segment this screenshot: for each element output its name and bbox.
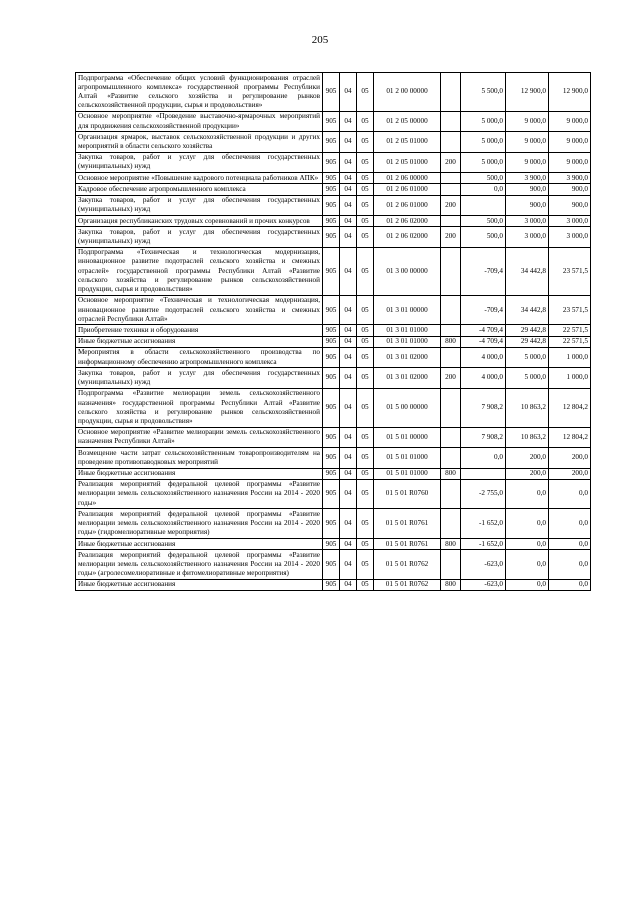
admin-code-cell: 905: [323, 216, 340, 227]
amount-year1-cell: 9 000,0: [506, 111, 549, 131]
table-row: [76, 173, 591, 184]
target-article-cell: 01 3 01 02000: [374, 368, 441, 388]
amount-year1-cell: 3 900,0: [506, 173, 549, 184]
row-name-cell: Иные бюджетные ассигнования: [76, 336, 323, 347]
amount-change-cell: -4 709,4: [461, 336, 506, 347]
table-row: [76, 73, 591, 112]
amount-change-cell: -2 755,0: [461, 479, 506, 509]
admin-code-cell: 905: [323, 550, 340, 580]
row-name-cell: Реализация мероприятий федеральной целевой программы «Развитие мелиорации земель сельскохозяйственного назначения России на 2014 - 2020 годы»: [76, 479, 323, 509]
row-name-cell: Возмещение части затрат сельскохозяйственным товаропроизводителям на проведение противопаводковых мероприятий: [76, 448, 323, 468]
amount-year1-cell: 29 442,8: [506, 336, 549, 347]
section-code-cell: 04: [340, 132, 357, 152]
section-code-cell: 04: [340, 347, 357, 367]
subsection-code-cell: 05: [357, 132, 374, 152]
table-row: [76, 295, 591, 325]
expense-type-cell: [441, 388, 461, 427]
target-article-cell: 01 2 06 01000: [374, 184, 441, 195]
row-name-cell: Кадровое обеспечение агропромышленного комплекса: [76, 184, 323, 195]
amount-year1-cell: 0,0: [506, 539, 549, 550]
table-row: [76, 448, 591, 468]
expense-type-cell: [441, 295, 461, 325]
target-article-cell: 01 5 01 01000: [374, 468, 441, 479]
amount-year2-cell: 12 804,2: [549, 388, 591, 427]
target-article-cell: 01 3 01 00000: [374, 295, 441, 325]
subsection-code-cell: 05: [357, 468, 374, 479]
table-row: [76, 509, 591, 539]
amount-year1-cell: 3 000,0: [506, 216, 549, 227]
row-name-cell: Закупка товаров, работ и услуг для обеспечения государственных (муниципальных) нужд: [76, 227, 323, 247]
amount-year2-cell: 1 000,0: [549, 347, 591, 367]
amount-year2-cell: 12 804,2: [549, 427, 591, 447]
admin-code-cell: 905: [323, 132, 340, 152]
admin-code-cell: 905: [323, 509, 340, 539]
target-article-cell: 01 2 06 01000: [374, 195, 441, 215]
row-name-cell: Закупка товаров, работ и услуг для обеспечения государственных (муниципальных) нужд: [76, 152, 323, 172]
table-row: [76, 184, 591, 195]
subsection-code-cell: 05: [357, 325, 374, 336]
subsection-code-cell: 05: [357, 227, 374, 247]
admin-code-cell: 905: [323, 227, 340, 247]
amount-year2-cell: 9 000,0: [549, 132, 591, 152]
admin-code-cell: 905: [323, 111, 340, 131]
amount-year1-cell: 0,0: [506, 509, 549, 539]
row-name-cell: Организация ярмарок, выставок сельскохозяйственной продукции и других мероприятий в области сельского хозяйства: [76, 132, 323, 152]
section-code-cell: 04: [340, 509, 357, 539]
amount-year1-cell: 34 442,8: [506, 247, 549, 295]
section-code-cell: 04: [340, 325, 357, 336]
amount-change-cell: 5 000,0: [461, 152, 506, 172]
amount-year2-cell: 900,0: [549, 195, 591, 215]
amount-year1-cell: 200,0: [506, 468, 549, 479]
amount-year2-cell: 9 000,0: [549, 152, 591, 172]
section-code-cell: 04: [340, 195, 357, 215]
table-row: [76, 152, 591, 172]
subsection-code-cell: 05: [357, 579, 374, 590]
amount-year2-cell: 0,0: [549, 539, 591, 550]
amount-change-cell: [461, 468, 506, 479]
table-row: [76, 216, 591, 227]
amount-change-cell: -709,4: [461, 295, 506, 325]
expense-type-cell: [441, 509, 461, 539]
target-article-cell: 01 2 06 02000: [374, 227, 441, 247]
expense-type-cell: [441, 73, 461, 112]
amount-year2-cell: 3 000,0: [549, 216, 591, 227]
subsection-code-cell: 05: [357, 336, 374, 347]
target-article-cell: 01 5 01 R0761: [374, 539, 441, 550]
amount-year1-cell: 0,0: [506, 479, 549, 509]
amount-change-cell: 0,0: [461, 184, 506, 195]
expense-type-cell: [441, 427, 461, 447]
admin-code-cell: 905: [323, 173, 340, 184]
amount-change-cell: -4 709,4: [461, 325, 506, 336]
row-name-cell: Мероприятия в области сельскохозяйственного производства по информационному обеспечению агропромышленного комплекса: [76, 347, 323, 367]
row-name-cell: Подпрограмма «Развитие мелиорации земель сельскохозяйственного назначения» государственной программы Республики Алтай «Развитие сельского хозяйства и регулирование рынков сельскохозяйственной продукции, сырья и продовольствия»: [76, 388, 323, 427]
table-row: [76, 479, 591, 509]
table-row: [76, 227, 591, 247]
amount-year2-cell: 23 571,5: [549, 295, 591, 325]
admin-code-cell: 905: [323, 184, 340, 195]
row-name-cell: Закупка товаров, работ и услуг для обеспечения государственных (муниципальных) нужд: [76, 195, 323, 215]
section-code-cell: 04: [340, 247, 357, 295]
admin-code-cell: 905: [323, 479, 340, 509]
row-name-cell: Основное мероприятие «Проведение выставочно-ярмарочных мероприятий для продвижения сельскохозяйственной продукции»: [76, 111, 323, 131]
amount-year1-cell: 5 000,0: [506, 368, 549, 388]
subsection-code-cell: 05: [357, 479, 374, 509]
amount-year2-cell: 0,0: [549, 509, 591, 539]
table-row: [76, 132, 591, 152]
expense-type-cell: 200: [441, 195, 461, 215]
amount-year2-cell: 200,0: [549, 468, 591, 479]
expense-type-cell: [441, 184, 461, 195]
expense-type-cell: 800: [441, 539, 461, 550]
amount-change-cell: 4 000,0: [461, 347, 506, 367]
admin-code-cell: 905: [323, 73, 340, 112]
budget-table: [75, 72, 591, 591]
target-article-cell: 01 5 01 00000: [374, 427, 441, 447]
section-code-cell: 04: [340, 111, 357, 131]
row-name-cell: Основное мероприятие «Развитие мелиорации земель сельскохозяйственного назначения Республики Алтай»: [76, 427, 323, 447]
amount-change-cell: -623,0: [461, 550, 506, 580]
admin-code-cell: 905: [323, 195, 340, 215]
amount-change-cell: 500,0: [461, 173, 506, 184]
table-row: [76, 247, 591, 295]
row-name-cell: Реализация мероприятий федеральной целевой программы «Развитие мелиорации земель сельскохозяйственного назначения России на 2014 - 2020 годы» (агролесомелиоративные и фитомелиоративные мероприятия): [76, 550, 323, 580]
expense-type-cell: [441, 132, 461, 152]
amount-change-cell: 5 500,0: [461, 73, 506, 112]
target-article-cell: 01 5 01 R0760: [374, 479, 441, 509]
subsection-code-cell: 05: [357, 448, 374, 468]
subsection-code-cell: 05: [357, 73, 374, 112]
section-code-cell: 04: [340, 448, 357, 468]
admin-code-cell: 905: [323, 247, 340, 295]
subsection-code-cell: 05: [357, 152, 374, 172]
amount-year1-cell: 3 000,0: [506, 227, 549, 247]
target-article-cell: 01 2 05 00000: [374, 111, 441, 131]
admin-code-cell: 905: [323, 347, 340, 367]
table-row: [76, 325, 591, 336]
target-article-cell: 01 3 00 00000: [374, 247, 441, 295]
admin-code-cell: 905: [323, 295, 340, 325]
row-name-cell: Организация республиканских трудовых соревнований и прочих конкурсов: [76, 216, 323, 227]
table-row: [76, 347, 591, 367]
subsection-code-cell: 05: [357, 539, 374, 550]
page-number: 205: [311, 34, 329, 46]
expense-type-cell: 200: [441, 368, 461, 388]
amount-year2-cell: 3 000,0: [549, 227, 591, 247]
target-article-cell: 01 3 01 01000: [374, 336, 441, 347]
subsection-code-cell: 05: [357, 173, 374, 184]
amount-year1-cell: 9 000,0: [506, 132, 549, 152]
row-name-cell: Приобретение техники и оборудования: [76, 325, 323, 336]
subsection-code-cell: 05: [357, 550, 374, 580]
expense-type-cell: [441, 216, 461, 227]
admin-code-cell: 905: [323, 325, 340, 336]
section-code-cell: 04: [340, 173, 357, 184]
subsection-code-cell: 05: [357, 509, 374, 539]
subsection-code-cell: 05: [357, 295, 374, 325]
amount-year1-cell: 0,0: [506, 550, 549, 580]
amount-year2-cell: 0,0: [549, 479, 591, 509]
admin-code-cell: 905: [323, 579, 340, 590]
section-code-cell: 04: [340, 227, 357, 247]
amount-year2-cell: 22 571,5: [549, 336, 591, 347]
table-row: [76, 111, 591, 131]
table-row: [76, 468, 591, 479]
expense-type-cell: 800: [441, 336, 461, 347]
row-name-cell: Реализация мероприятий федеральной целевой программы «Развитие мелиорации земель сельскохозяйственного назначения России на 2014 - 2020 годы» (гидромелиоративные мероприятия): [76, 509, 323, 539]
table-row: [76, 368, 591, 388]
section-code-cell: 04: [340, 336, 357, 347]
admin-code-cell: 905: [323, 539, 340, 550]
amount-year2-cell: 0,0: [549, 550, 591, 580]
expense-type-cell: [441, 448, 461, 468]
table-row: [76, 388, 591, 427]
amount-change-cell: 5 000,0: [461, 132, 506, 152]
amount-year1-cell: 0,0: [506, 579, 549, 590]
row-name-cell: Иные бюджетные ассигнования: [76, 539, 323, 550]
expense-type-cell: [441, 247, 461, 295]
amount-year2-cell: 1 000,0: [549, 368, 591, 388]
target-article-cell: 01 5 01 R0762: [374, 550, 441, 580]
admin-code-cell: 905: [323, 336, 340, 347]
table-row: [76, 336, 591, 347]
section-code-cell: 04: [340, 479, 357, 509]
target-article-cell: 01 2 06 00000: [374, 173, 441, 184]
row-name-cell: Подпрограмма «Техническая и технологическая модернизация, инновационное развитие подотраслей сельского хозяйства и смежных отраслей» государственной программы Республики Алтай «Развитие сельского хозяйства и регулирование рынков сельскохозяйственной продукции, сырья и продовольствия»: [76, 247, 323, 295]
amount-year2-cell: 200,0: [549, 448, 591, 468]
target-article-cell: 01 5 01 R0762: [374, 579, 441, 590]
amount-year1-cell: 9 000,0: [506, 152, 549, 172]
amount-year1-cell: 900,0: [506, 184, 549, 195]
section-code-cell: 04: [340, 579, 357, 590]
amount-year1-cell: 34 442,8: [506, 295, 549, 325]
row-name-cell: Закупка товаров, работ и услуг для обеспечения государственных (муниципальных) нужд: [76, 368, 323, 388]
table-row: [76, 579, 591, 590]
row-name-cell: Иные бюджетные ассигнования: [76, 579, 323, 590]
expense-type-cell: 800: [441, 468, 461, 479]
target-article-cell: 01 5 01 R0761: [374, 509, 441, 539]
amount-year1-cell: 900,0: [506, 195, 549, 215]
admin-code-cell: 905: [323, 152, 340, 172]
section-code-cell: 04: [340, 388, 357, 427]
amount-year1-cell: 12 900,0: [506, 73, 549, 112]
table-row: [76, 195, 591, 215]
amount-year2-cell: 23 571,5: [549, 247, 591, 295]
expense-type-cell: [441, 173, 461, 184]
amount-year2-cell: 9 000,0: [549, 111, 591, 131]
target-article-cell: 01 2 05 01000: [374, 152, 441, 172]
subsection-code-cell: 05: [357, 347, 374, 367]
amount-year2-cell: 3 900,0: [549, 173, 591, 184]
row-name-cell: Основное мероприятие «Повышение кадрового потенциала работников АПК»: [76, 173, 323, 184]
target-article-cell: 01 3 01 02000: [374, 347, 441, 367]
amount-year1-cell: 5 000,0: [506, 347, 549, 367]
section-code-cell: 04: [340, 368, 357, 388]
amount-year2-cell: 12 900,0: [549, 73, 591, 112]
section-code-cell: 04: [340, 468, 357, 479]
subsection-code-cell: 05: [357, 216, 374, 227]
row-name-cell: Основное мероприятие «Техническая и технологическая модернизация, инновационное развитие подотраслей сельского хозяйства и смежных отраслей Республики Алтай»: [76, 295, 323, 325]
amount-change-cell: 5 000,0: [461, 111, 506, 131]
expense-type-cell: 800: [441, 579, 461, 590]
row-name-cell: Подпрограмма «Обеспечение общих условий функционирования отраслей агропромышленного комплекса» государственной программы Республики Алтай «Развитие сельского хозяйства и регулирование рынков сельскохозяйственной продукции, сырья и продовольствия»: [76, 73, 323, 112]
table-row: [76, 550, 591, 580]
amount-change-cell: 4 000,0: [461, 368, 506, 388]
admin-code-cell: 905: [323, 368, 340, 388]
amount-year1-cell: 10 863,2: [506, 427, 549, 447]
subsection-code-cell: 05: [357, 247, 374, 295]
amount-change-cell: 0,0: [461, 448, 506, 468]
amount-year1-cell: 10 863,2: [506, 388, 549, 427]
amount-change-cell: [461, 195, 506, 215]
amount-year1-cell: 29 442,8: [506, 325, 549, 336]
target-article-cell: 01 2 06 02000: [374, 216, 441, 227]
expense-type-cell: 200: [441, 152, 461, 172]
admin-code-cell: 905: [323, 468, 340, 479]
section-code-cell: 04: [340, 152, 357, 172]
admin-code-cell: 905: [323, 448, 340, 468]
section-code-cell: 04: [340, 427, 357, 447]
row-name-cell: Иные бюджетные ассигнования: [76, 468, 323, 479]
amount-change-cell: -1 652,0: [461, 509, 506, 539]
subsection-code-cell: 05: [357, 427, 374, 447]
amount-year2-cell: 900,0: [549, 184, 591, 195]
section-code-cell: 04: [340, 539, 357, 550]
section-code-cell: 04: [340, 184, 357, 195]
amount-year2-cell: 22 571,5: [549, 325, 591, 336]
amount-year1-cell: 200,0: [506, 448, 549, 468]
expense-type-cell: [441, 550, 461, 580]
section-code-cell: 04: [340, 295, 357, 325]
subsection-code-cell: 05: [357, 368, 374, 388]
target-article-cell: 01 5 01 01000: [374, 448, 441, 468]
amount-change-cell: -623,0: [461, 579, 506, 590]
subsection-code-cell: 05: [357, 111, 374, 131]
amount-change-cell: -1 652,0: [461, 539, 506, 550]
section-code-cell: 04: [340, 550, 357, 580]
expense-type-cell: [441, 347, 461, 367]
amount-year2-cell: 0,0: [549, 579, 591, 590]
admin-code-cell: 905: [323, 427, 340, 447]
expense-type-cell: [441, 111, 461, 131]
target-article-cell: 01 2 05 01000: [374, 132, 441, 152]
amount-change-cell: 500,0: [461, 227, 506, 247]
expense-type-cell: 200: [441, 227, 461, 247]
section-code-cell: 04: [340, 216, 357, 227]
amount-change-cell: 7 908,2: [461, 427, 506, 447]
section-code-cell: 04: [340, 73, 357, 112]
amount-change-cell: 500,0: [461, 216, 506, 227]
target-article-cell: 01 5 00 00000: [374, 388, 441, 427]
subsection-code-cell: 05: [357, 388, 374, 427]
amount-change-cell: -709,4: [461, 247, 506, 295]
target-article-cell: 01 2 00 00000: [374, 73, 441, 112]
subsection-code-cell: 05: [357, 195, 374, 215]
expense-type-cell: [441, 479, 461, 509]
admin-code-cell: 905: [323, 388, 340, 427]
target-article-cell: 01 3 01 01000: [374, 325, 441, 336]
expense-type-cell: [441, 325, 461, 336]
table-row: [76, 539, 591, 550]
budget-table-body: [76, 73, 591, 591]
amount-change-cell: 7 908,2: [461, 388, 506, 427]
subsection-code-cell: 05: [357, 184, 374, 195]
table-row: [76, 427, 591, 447]
